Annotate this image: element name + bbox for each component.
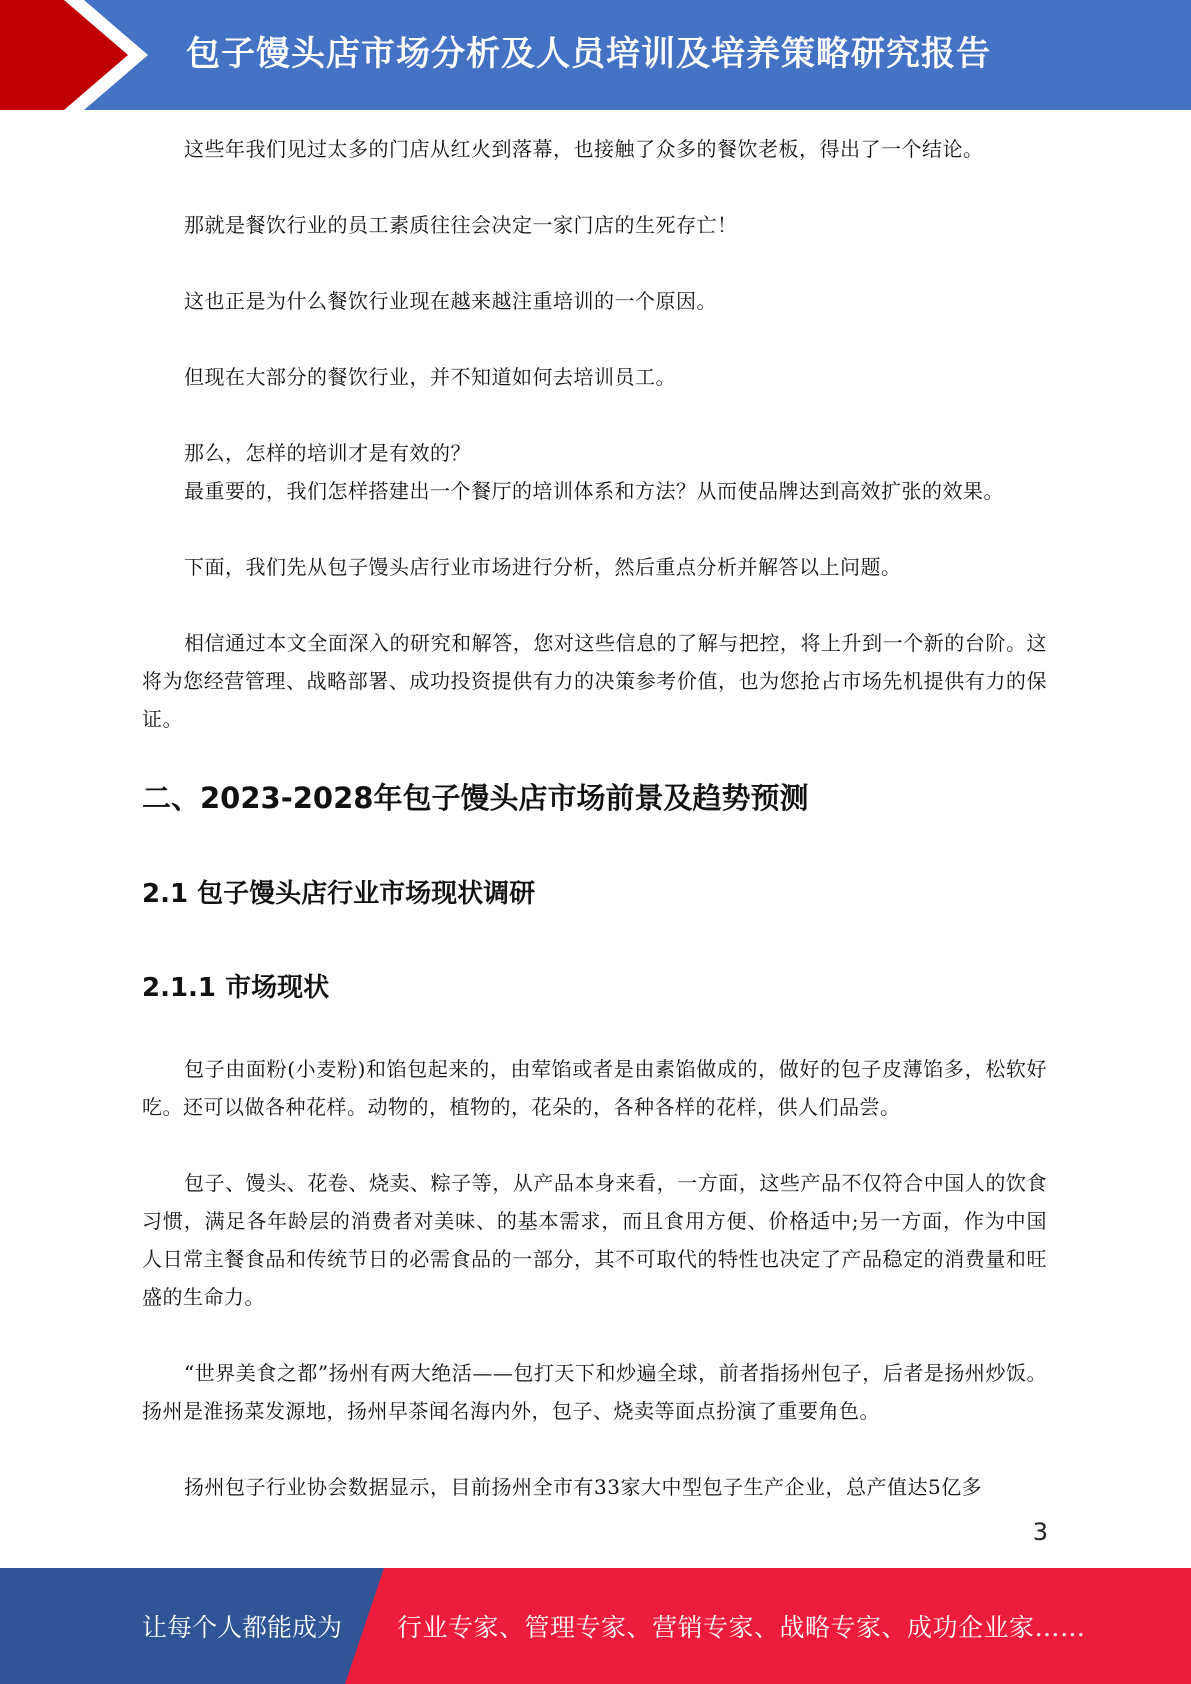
- report-title: 包子馒头店市场分析及人员培训及培养策略研究报告: [186, 34, 991, 74]
- paragraph-question-system: 最重要的，我们怎样搭建出一个餐厅的培训体系和方法？从而使品牌达到高效扩张的效果。: [184, 479, 1004, 503]
- header-arrow-decoration: [0, 0, 160, 110]
- paragraph-conclusion: 这些年我们见过太多的门店从红火到落幕，也接触了众多的餐饮老板，得出了一个结论。: [184, 137, 984, 161]
- page-header: [0, 0, 1191, 110]
- paragraph-staff-quality: 那就是餐饮行业的员工素质往往会决定一家门店的生死存亡！: [184, 213, 738, 237]
- paragraph-baozi-description: 包子由面粉(小麦粉)和馅包起来的，由荤馅或者是由素馅做成的，做好的包子皮薄馅多，松软好吃。还可以做各种花样。动物的，植物的，花朵的，各种各样的花样，供人们品尝。: [142, 1057, 1047, 1119]
- paragraph-value-statement: 相信通过本文全面深入的研究和解答，您对这些信息的了解与把控，将上升到一个新的台阶。这将为您经营管理、战略部署、成功投资提供有力的决策参考价值，也为您抢占市场先机提供有力的保证。: [142, 631, 1047, 731]
- footer-slogan-lead: 让每个人都能成为: [142, 1613, 343, 1642]
- section-heading-forecast: 二、2023-2028年包子馒头店市场前景及趋势预测: [142, 781, 809, 815]
- paragraph-question-effective: 那么，怎样的培训才是有效的？: [184, 441, 471, 465]
- paragraph-yangzhou: “世界美食之都”扬州有两大绝活——包打天下和炒遍全球，前者指扬州包子，后者是扬州炒饭。扬州是淮扬菜发源地，扬州早茶闻名海内外，包子、烧卖等面点扮演了重要角色。: [142, 1361, 1047, 1423]
- paragraph-analysis-intro: 下面，我们先从包子馒头店行业市场进行分析，然后重点分析并解答以上问题。: [184, 555, 902, 579]
- paragraph-training-reason: 这也正是为什么餐饮行业现在越来越注重培训的一个原因。: [184, 289, 717, 313]
- paragraph-product-analysis: 包子、馒头、花卷、烧卖、粽子等，从产品本身来看，一方面，这些产品不仅符合中国人的饮食习惯，满足各年龄层的消费者对美味、的基本需求，而且食用方便、价格适中;另一方面，作为中国人日常主餐食品和传统节日的必需食品的一部分，其不可取代的特性也决定了产品稳定的消费量和旺盛的生命力。: [142, 1171, 1047, 1309]
- subsection-heading-market-status: 2.1.1 市场现状: [142, 973, 330, 1003]
- report-body: [142, 130, 1047, 1506]
- footer-slogan-roles: 行业专家、管理专家、营销专家、战略专家、成功企业家……: [397, 1613, 1086, 1642]
- page-footer: [0, 1568, 1191, 1684]
- subsection-heading-status: 2.1 包子馒头店行业市场现状调研: [142, 879, 536, 909]
- page-number: 3: [1032, 1518, 1048, 1546]
- paragraph-training-problem: 但现在大部分的餐饮行业，并不知道如何去培训员工。: [184, 365, 676, 389]
- paragraph-industry-data: 扬州包子行业协会数据显示，目前扬州全市有33家大中型包子生产企业，总产值达5亿多: [184, 1475, 983, 1499]
